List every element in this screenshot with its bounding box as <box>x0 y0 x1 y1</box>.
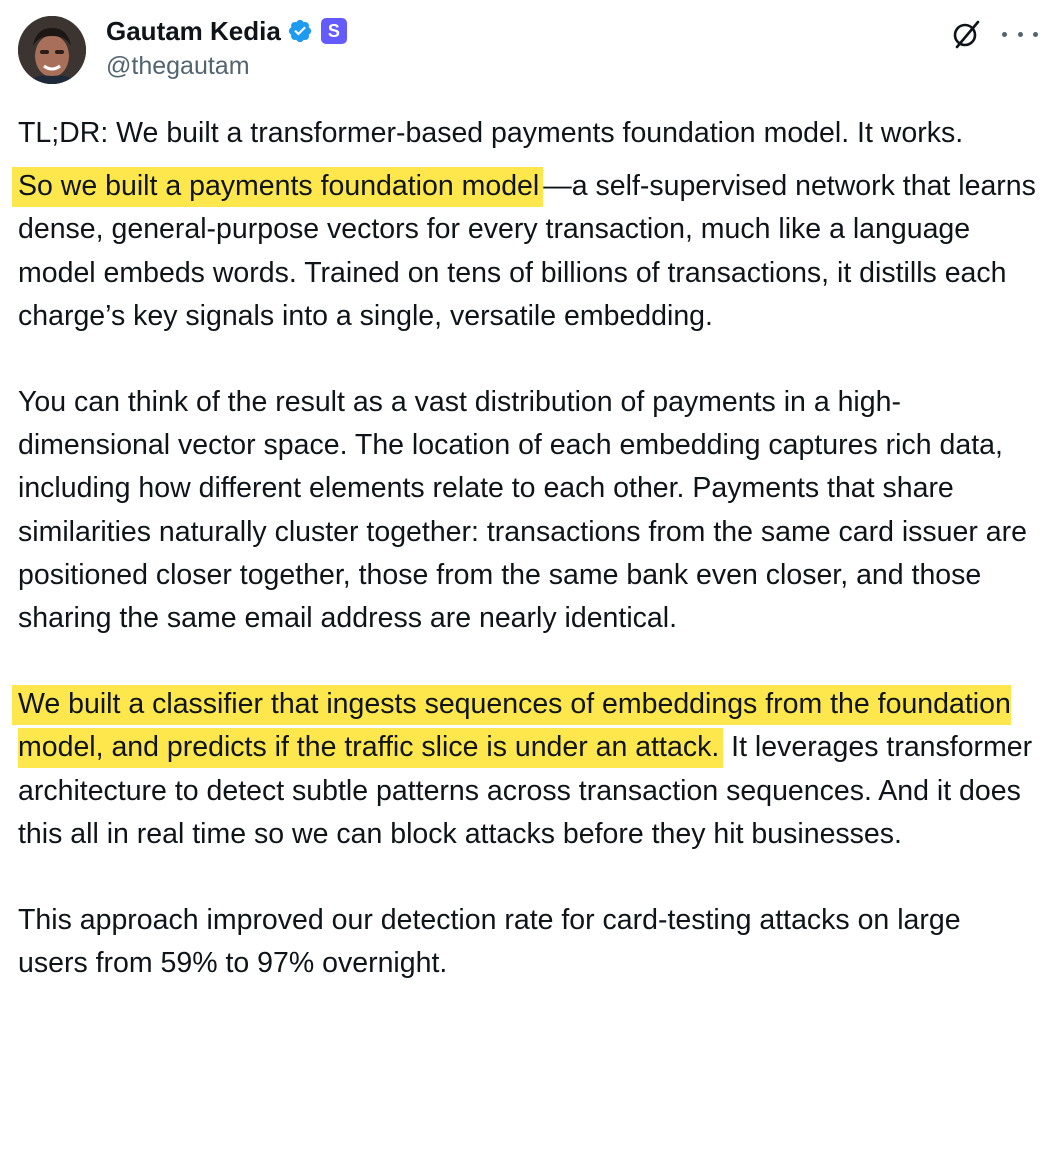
verified-badge-icon[interactable] <box>287 18 313 44</box>
tweet-paragraph-1: TL;DR: We built a transformer-based payments foundation model. It works. <box>18 117 964 149</box>
grok-icon[interactable] <box>948 16 984 52</box>
tweet-paragraph-3: You can think of the result as a vast distribution of payments in a high-dimensional vector space. The location of each embedding captures rich data, including how different elements relate to each other. Payments that share similarities naturally cluster together: transactions from the same card issuer are positioned closer together, those from the same bank even closer, and those sharing the same email address are nearly identical. <box>18 386 1027 635</box>
more-options-icon[interactable] <box>1002 16 1038 52</box>
avatar-image <box>18 16 86 84</box>
stripe-org-badge-icon[interactable] <box>321 18 347 44</box>
more-dot <box>1033 32 1038 37</box>
author-block <box>106 14 347 81</box>
paragraph-text: —a self-supervised network that learns dense, general-purpose vectors for every transaction, much like a language model embeds words. Trained on tens of billions of transactions, it distills each charge’s key signals into a single, versatile embedding. <box>18 170 1036 332</box>
avatar[interactable] <box>18 16 86 84</box>
org-badge-letter: S <box>327 20 340 41</box>
highlighted-text: So we built a payments foundation model <box>18 167 543 207</box>
more-dot <box>1002 32 1007 37</box>
tweet-paragraph-4 <box>18 683 1038 856</box>
tweet-paragraph-5: This approach improved our detection rate for card-testing attacks on large users from 59% to 97% overnight. <box>18 904 961 980</box>
tweet-body <box>18 112 1038 985</box>
name-row <box>106 14 347 48</box>
tweet-paragraph-2 <box>18 165 1038 338</box>
author-handle[interactable]: @thegautam <box>106 52 250 80</box>
paragraph-text: It leverages transformer architecture to detect subtle patterns across transaction sequences. And it does this all in real time so we can block attacks before they hit businesses. <box>18 731 1033 850</box>
tweet-header <box>18 10 1038 90</box>
author-display-name[interactable]: Gautam Kedia <box>106 15 281 46</box>
highlighted-text: We built a classifier that ingests sequences of embeddings from the foundation model, and predicts if the traffic slice is under an attack. <box>18 685 1011 768</box>
more-dot <box>1018 32 1023 37</box>
